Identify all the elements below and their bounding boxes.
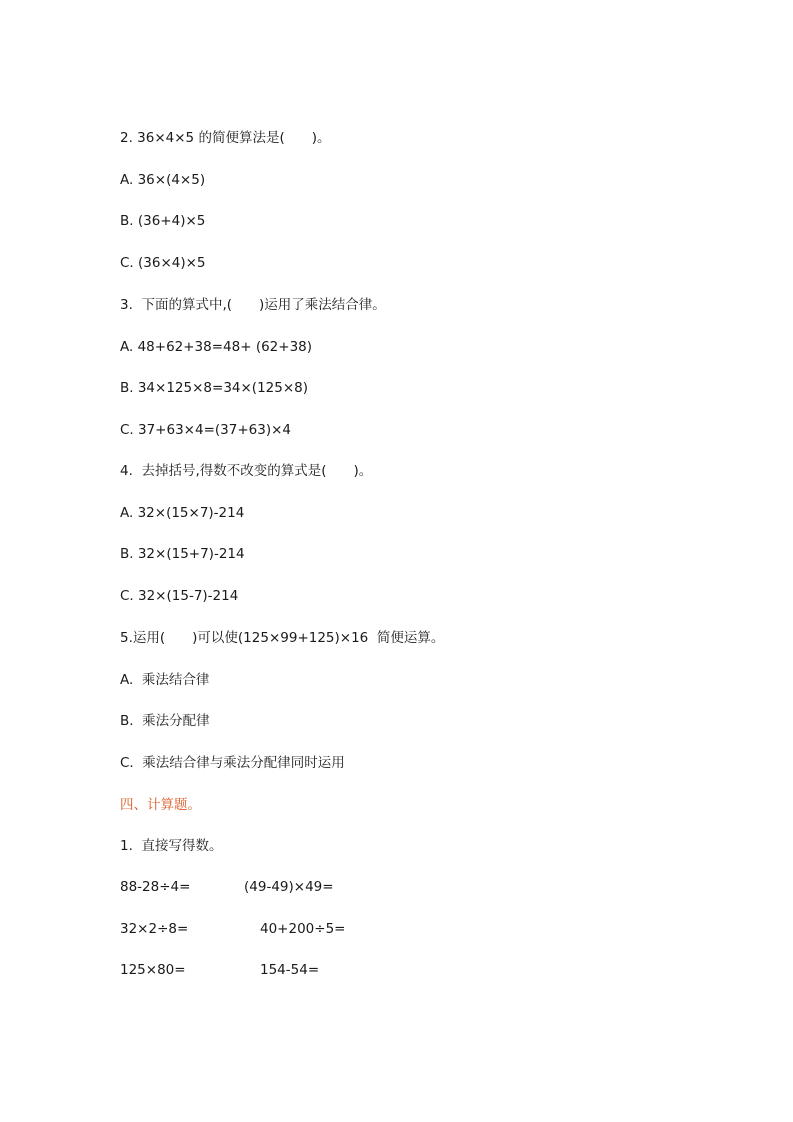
question-2-option-b: B. (36+4)×5 xyxy=(120,213,206,229)
question-3-option-c: C. 37+63×4=(37+63)×4 xyxy=(120,422,291,438)
question-5-stem: 5.运用( )可以使(125×99+125)×16 简便运算。 xyxy=(120,630,445,646)
question-5-option-a: A. 乘法结合律 xyxy=(120,672,210,688)
question-4-stem: 4. 去掉括号,得数不改变的算式是( )。 xyxy=(120,463,373,479)
section-4-question-1: 1. 直接写得数。 xyxy=(120,838,223,854)
question-3-option-b: B. 34×125×8=34×(125×8) xyxy=(120,380,309,396)
calc-item-6: 154-54= xyxy=(260,962,320,978)
question-2-stem: 2. 36×4×5 的简便算法是( )。 xyxy=(120,130,331,146)
question-4-option-a: A. 32×(15×7)-214 xyxy=(120,505,245,521)
question-2-option-a: A. 36×(4×5) xyxy=(120,172,206,188)
section-4-heading: 四、计算题。 xyxy=(120,797,201,813)
calc-item-2: (49-49)×49= xyxy=(244,879,334,895)
calc-item-4: 40+200÷5= xyxy=(260,921,346,937)
calc-item-1: 88-28÷4= xyxy=(120,879,191,895)
question-2-option-c: C. (36×4)×5 xyxy=(120,255,206,271)
question-3-stem: 3. 下面的算式中,( )运用了乘法结合律。 xyxy=(120,297,386,313)
question-3-option-a: A. 48+62+38=48+ (62+38) xyxy=(120,339,313,355)
calc-item-3: 32×2÷8= xyxy=(120,921,189,937)
calc-item-5: 125×80= xyxy=(120,962,186,978)
question-4-option-c: C. 32×(15-7)-214 xyxy=(120,588,239,604)
question-5-option-c: C. 乘法结合律与乘法分配律同时运用 xyxy=(120,755,345,771)
question-5-option-b: B. 乘法分配律 xyxy=(120,713,210,729)
question-4-option-b: B. 32×(15+7)-214 xyxy=(120,546,245,562)
